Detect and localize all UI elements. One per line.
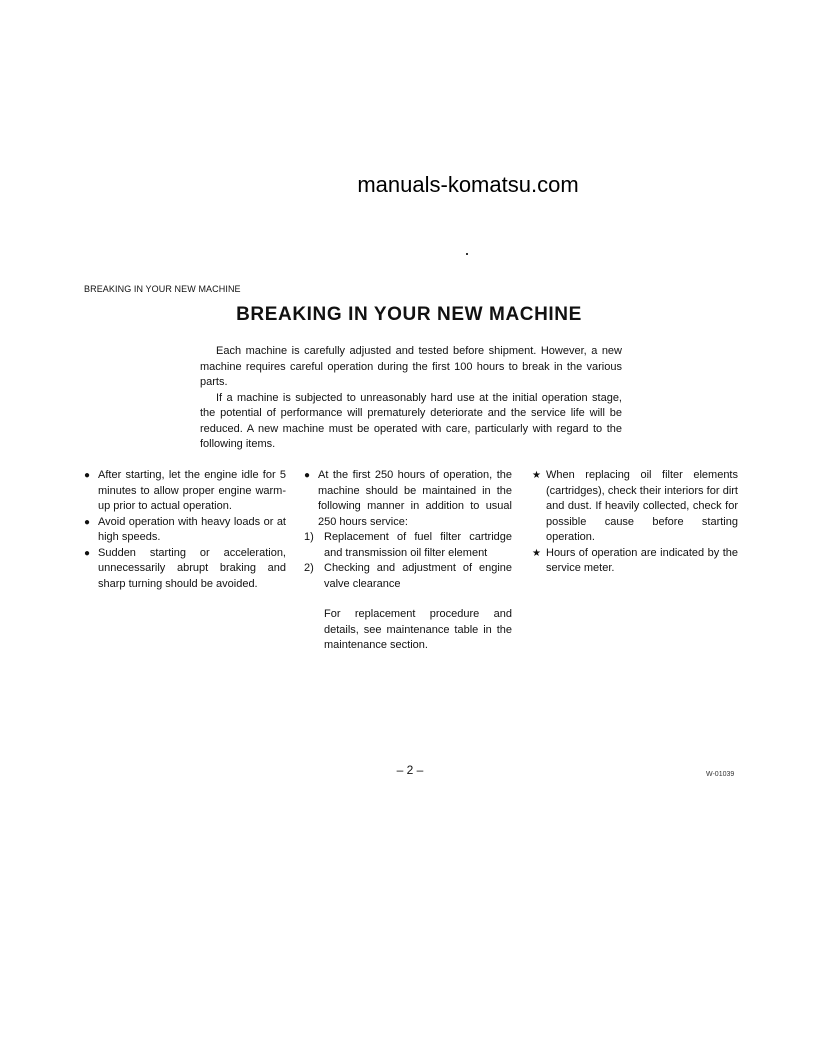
bullet-icon: ● bbox=[304, 470, 311, 481]
list-item bbox=[84, 515, 286, 546]
step-text: Replacement of fuel filter cartridge and transmission oil filter element bbox=[324, 531, 512, 559]
caution-item bbox=[532, 468, 738, 546]
caution-text: When replacing oil filter elements (cartridges), check their interiors for dirt and dust. If heavily collected, check for possible cause before starting operation. bbox=[546, 469, 738, 543]
intro-text bbox=[200, 344, 622, 453]
page-number: – 2 – bbox=[396, 763, 424, 777]
caution-item bbox=[532, 546, 738, 577]
intro-paragraph-2: If a machine is subjected to unreasonably hard use at the initial operation stage, the potential of performance will prematurely deteriorate and the service life will be reduced. A new machine must be operated with care, particularly with regard to the following items. bbox=[200, 391, 622, 450]
numbered-step bbox=[304, 530, 512, 561]
bullet-icon: ● bbox=[84, 516, 91, 528]
caution-text: Hours of operation are indicated by the service meter. bbox=[546, 546, 738, 574]
bullet-icon: ● bbox=[84, 470, 91, 481]
list-item bbox=[84, 468, 286, 515]
page-title: BREAKING IN YOUR NEW MACHINE bbox=[236, 304, 582, 325]
list-item-text: After starting, let the engine idle for 5 minutes to allow proper engine warm-up prior to actual operation. bbox=[98, 469, 286, 512]
star-icon: ★ bbox=[532, 547, 541, 559]
running-header: BREAKING IN YOUR NEW MACHINE bbox=[84, 284, 241, 294]
list-item-text: Sudden starting or acceleration, unnecessarily abrupt braking and sharp turning should be avoided. bbox=[98, 546, 286, 590]
scan-dot bbox=[466, 253, 468, 255]
numbered-step bbox=[304, 561, 512, 592]
step-number: 1) bbox=[304, 531, 314, 543]
step-text: Checking and adjustment of engine valve clearance bbox=[324, 562, 512, 590]
column-2 bbox=[304, 468, 512, 654]
step-number: 2) bbox=[304, 562, 314, 574]
bullet-icon: ● bbox=[84, 547, 91, 559]
column-3 bbox=[532, 468, 738, 577]
procedure-note: For replacement procedure and details, see maintenance table in the maintenance section. bbox=[324, 608, 512, 651]
list-item-text: Avoid operation with heavy loads or at high speeds. bbox=[98, 515, 286, 543]
watermark-text: manuals-komatsu.com bbox=[357, 172, 579, 197]
column-1 bbox=[84, 468, 286, 592]
list-item bbox=[84, 546, 286, 593]
document-code: W-01039 bbox=[706, 771, 735, 778]
star-icon: ★ bbox=[532, 470, 541, 481]
list-item-text: At the first 250 hours of operation, the machine should be maintained in the following manner in addition to usual 250 hours service: bbox=[318, 469, 512, 528]
list-item bbox=[304, 468, 512, 530]
intro-paragraph-1: Each machine is carefully adjusted and tested before shipment. However, a new machine requires careful operation during the first 100 hours to break in the various parts. bbox=[200, 345, 622, 388]
